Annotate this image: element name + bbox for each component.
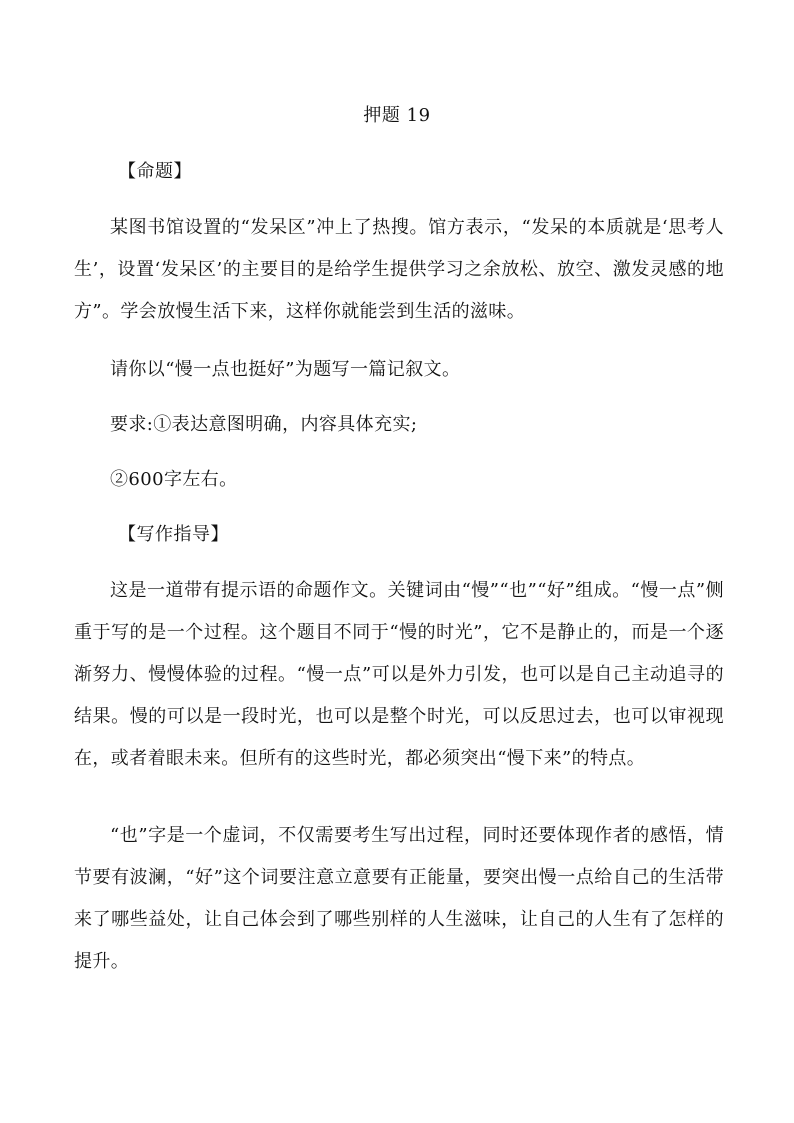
section-heading-guidance: 【写作指导】: [118, 524, 229, 545]
requirement-1: 要求:①表达意图明确，内容具体充实;: [110, 414, 418, 435]
guidance-paragraph-2: “也”字是一个虚词，不仅需要考生写出过程，同时还要体现作者的感悟，情节要有波澜，“好”这个词要注意立意要有正能量，要突出慢一点给自己的生活带来了哪些益处，让自己体会到了哪些别样的人生滋味，让自己的人生有了怎样的提升。: [74, 825, 724, 972]
prompt-paragraph: 某图书馆设置的“发呆区”冲上了热搜。馆方表示，“发呆的本质就是‘思考人生’，设置‘发呆区’的主要目的是给学生提供学习之余放松、放空、激发灵感的地方”。学会放慢生活下来，这样你就能尝到生活的滋味。: [74, 217, 724, 322]
guidance-paragraph-1: 这是一道带有提示语的命题作文。关键词由“慢”“也”“好”组成。“慢一点”侧重于写的是一个过程。这个题目不同于“慢的时光”，它不是静止的，而是一个逐渐努力、慢慢体验的过程。“慢一点”可以是外力引发，也可以是自己主动追寻的结果。慢的可以是一段时光，也可以是整个时光，可以反思过去，也可以审视现在，或者着眼未来。但所有的这些时光，都必须突出“慢下来”的特点。: [74, 580, 724, 769]
page-title: 押题 19: [363, 105, 431, 126]
task-instruction: 请你以“慢一点也挺好”为题写一篇记叙文。: [110, 359, 461, 380]
section-heading-prompt: 【命题】: [118, 161, 192, 182]
requirement-2: ②600字左右。: [110, 469, 238, 490]
